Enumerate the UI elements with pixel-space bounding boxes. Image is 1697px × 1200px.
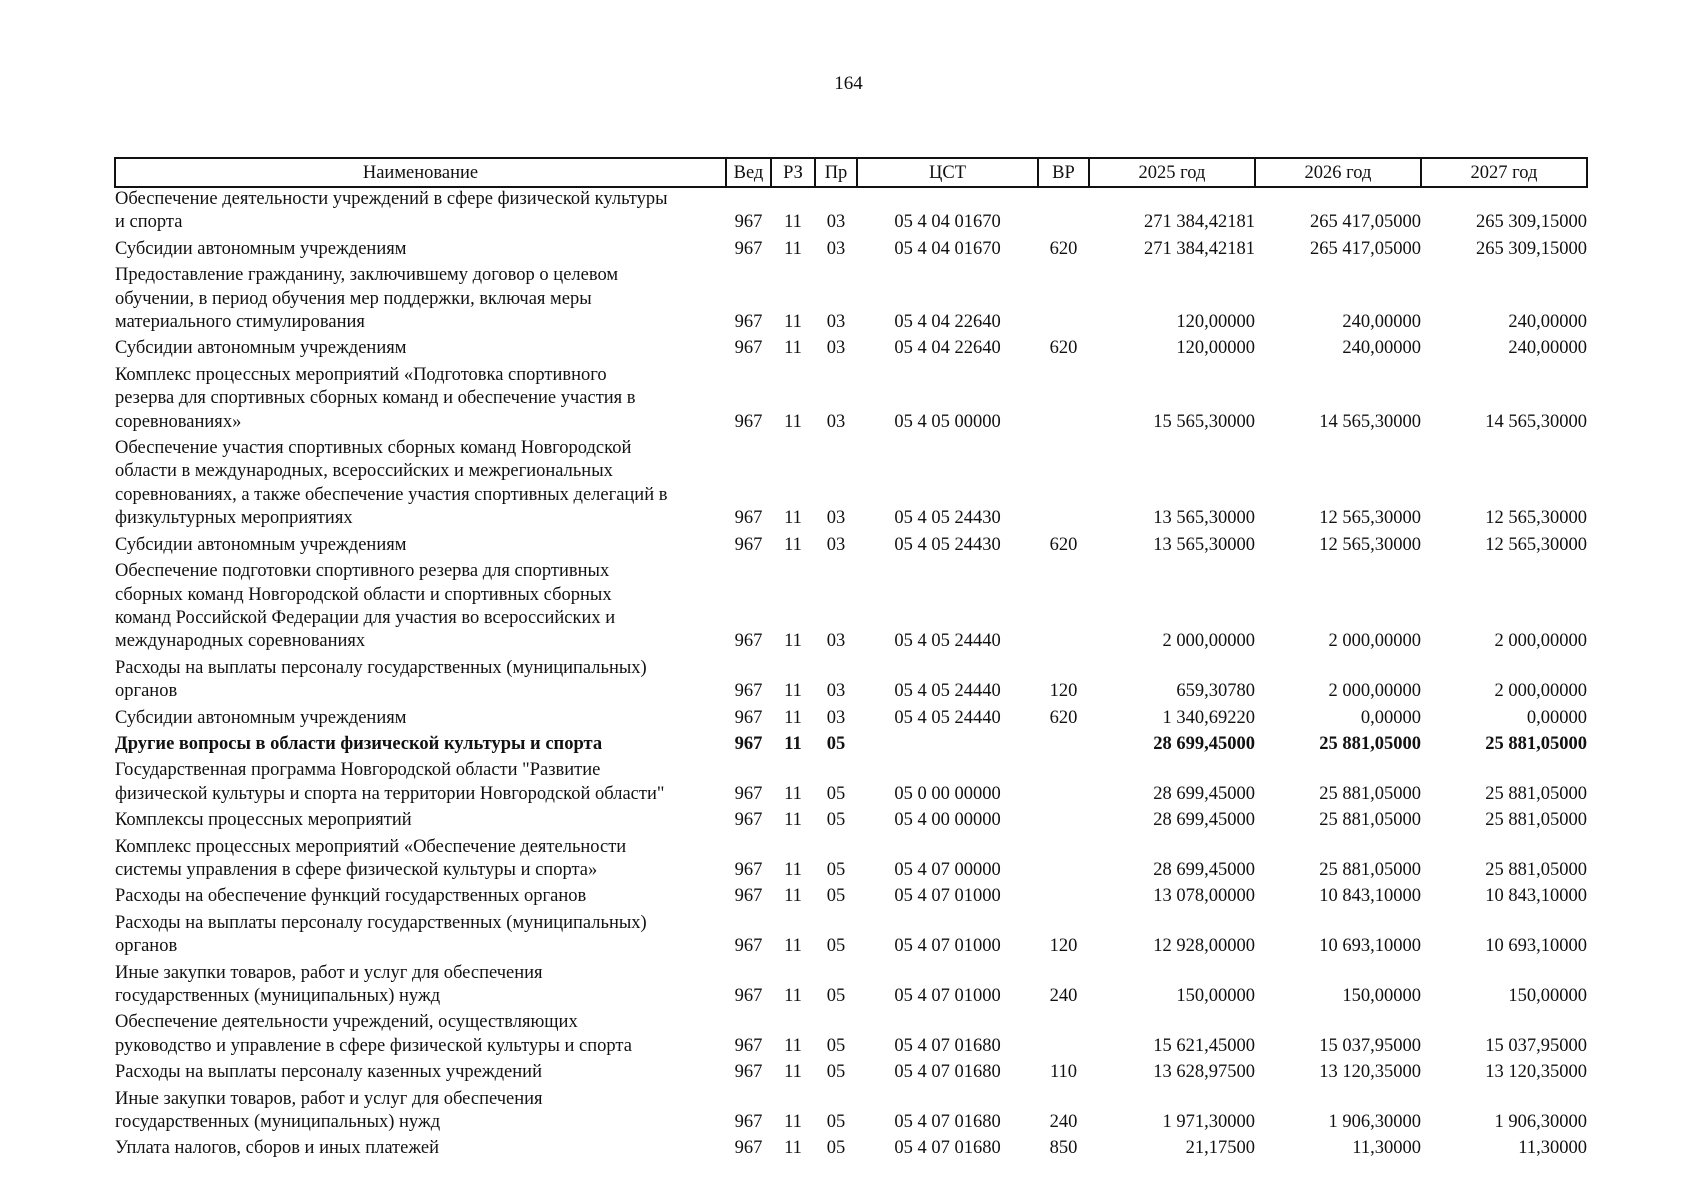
- cell-ved: 967: [734, 212, 763, 233]
- cell-cst: 05 4 05 24430: [894, 534, 1001, 555]
- cell-cst: 05 4 05 00000: [894, 411, 1001, 432]
- cell-pr: 05: [826, 1035, 846, 1056]
- cell-pr: 03: [826, 681, 846, 702]
- cell-2025: 150,00000: [1176, 986, 1255, 1006]
- cell-vr: [1038, 733, 1089, 759]
- cell-rz: 11: [784, 986, 802, 1006]
- cell-2026: 25 881,05000: [1319, 810, 1421, 831]
- cell-cst: 05 4 04 01670: [894, 212, 1001, 233]
- cell-name: Комплекс процессных мероприятий «Подготовка спортивного резерва для спортивных сборных команд и обеспечение участия в соревнованиях»: [115, 364, 636, 432]
- cell-2027: 25 881,05000: [1485, 783, 1587, 804]
- cell-ved: 967: [734, 681, 763, 702]
- cell-vr: 240: [1049, 986, 1078, 1006]
- cell-pr: 03: [826, 707, 846, 728]
- cell-2027: 15 037,95000: [1485, 1035, 1587, 1056]
- cell-vr: [1038, 1011, 1089, 1061]
- cell-vr: [1038, 437, 1089, 534]
- header-pr: Пр: [815, 158, 857, 187]
- cell-2027: 2 000,00000: [1494, 681, 1587, 702]
- cell-ved: 967: [734, 707, 763, 728]
- cell-2025: 28 699,45000: [1153, 733, 1255, 754]
- cell-2025: 15 621,45000: [1153, 1035, 1255, 1056]
- cell-vr: 850: [1049, 1138, 1078, 1159]
- cell-ved: 967: [734, 936, 763, 957]
- cell-cst: 05 4 07 01000: [894, 986, 1001, 1006]
- cell-ved: 967: [734, 534, 763, 555]
- cell-ved: 967: [734, 783, 763, 804]
- cell-2025: 28 699,45000: [1153, 783, 1255, 804]
- cell-rz: 11: [784, 1138, 802, 1159]
- table-row: [115, 437, 1587, 534]
- cell-rz: 11: [784, 886, 802, 907]
- cell-rz: 11: [784, 733, 802, 754]
- cell-rz: 11: [784, 859, 802, 880]
- cell-2027: 13 120,35000: [1485, 1062, 1587, 1083]
- cell-rz: 11: [784, 508, 802, 529]
- table-row: [115, 560, 1587, 657]
- header-2027: 2027 год: [1421, 158, 1587, 187]
- cell-2026: 2 000,00000: [1328, 631, 1421, 652]
- cell-ved: 967: [734, 859, 763, 880]
- cell-2025: 15 565,30000: [1153, 411, 1255, 432]
- cell-name: Обеспечение деятельности учреждений в сфере физической культуры и спорта: [115, 189, 668, 233]
- cell-rz: 11: [784, 312, 802, 333]
- cell-rz: 11: [784, 238, 802, 259]
- table-row: [115, 264, 1587, 337]
- cell-vr: 620: [1049, 534, 1078, 555]
- cell-pr: 05: [826, 1138, 846, 1159]
- cell-name: Предоставление гражданину, заключившему договор о целевом обучении, в период обучения мер поддержки, включая меры материального стимулирования: [115, 265, 619, 333]
- cell-2026: 12 565,30000: [1319, 508, 1421, 529]
- cell-cst: 05 4 04 01670: [894, 238, 1001, 259]
- cell-2025: 1 340,69220: [1162, 707, 1255, 728]
- cell-pr: 03: [826, 212, 846, 233]
- cell-cst: 05 4 07 00000: [894, 859, 1001, 880]
- cell-pr: 03: [826, 508, 846, 529]
- cell-2026: 25 881,05000: [1319, 733, 1421, 754]
- cell-vr: [1038, 885, 1089, 911]
- table-row: [115, 759, 1587, 809]
- cell-ved: 967: [734, 631, 763, 652]
- cell-2027: 25 881,05000: [1485, 859, 1587, 880]
- table-row: [115, 836, 1587, 886]
- cell-ved: 967: [734, 508, 763, 529]
- cell-vr: 620: [1049, 238, 1078, 259]
- cell-name: Другие вопросы в области физической культуры и спорта: [115, 733, 603, 754]
- cell-vr: 120: [1049, 936, 1078, 957]
- cell-name: Расходы на выплаты персоналу государственных (муниципальных) органов: [115, 657, 647, 702]
- table-row: [115, 707, 1587, 733]
- cell-rz: 11: [784, 534, 802, 555]
- cell-2025: 28 699,45000: [1153, 859, 1255, 880]
- cell-2026: 240,00000: [1342, 312, 1421, 333]
- cell-2026: 150,00000: [1342, 986, 1421, 1006]
- cell-2026: 13 120,35000: [1319, 1062, 1421, 1083]
- table-row: [115, 912, 1587, 962]
- cell-name: Субсидии автономным учреждениям: [115, 238, 407, 259]
- cell-ved: 967: [734, 1138, 763, 1159]
- cell-vr: [1038, 836, 1089, 886]
- cell-2026: 265 417,05000: [1310, 212, 1421, 233]
- cell-name: Уплата налогов, сборов и иных платежей: [115, 1138, 440, 1159]
- cell-name: Субсидии автономным учреждениям: [115, 707, 407, 728]
- cell-cst: 05 4 07 01680: [894, 1138, 1001, 1159]
- cell-vr: 240: [1049, 1112, 1078, 1133]
- cell-rz: 11: [784, 707, 802, 728]
- cell-rz: 11: [784, 411, 802, 432]
- cell-name: Комплекс процессных мероприятий «Обеспечение деятельности системы управления в сфере физической культуры и спорта»: [115, 836, 627, 880]
- cell-cst: 05 4 04 22640: [894, 312, 1001, 333]
- table-row: [115, 337, 1587, 363]
- cell-2025: 1 971,30000: [1162, 1112, 1255, 1133]
- cell-pr: 05: [826, 986, 846, 1006]
- cell-2026: 2 000,00000: [1328, 681, 1421, 702]
- budget-table: [114, 157, 1588, 1164]
- cell-rz: 11: [784, 1112, 802, 1133]
- cell-name: Расходы на выплаты персоналу государственных (муниципальных) органов: [115, 912, 647, 957]
- cell-2027: 12 565,30000: [1485, 508, 1587, 529]
- table-header-row: [115, 158, 1587, 187]
- header-cst: ЦСТ: [857, 158, 1038, 187]
- cell-2025: 271 384,42181: [1144, 238, 1255, 259]
- cell-ved: 967: [734, 338, 763, 359]
- table-row: [115, 187, 1587, 238]
- cell-name: Иные закупки товаров, работ и услуг для обеспечения государственных (муниципальных) нужд: [115, 962, 543, 1006]
- cell-ved: 967: [734, 886, 763, 907]
- cell-name: Расходы на обеспечение функций государственных органов: [115, 886, 587, 907]
- cell-rz: 11: [784, 212, 802, 233]
- cell-name: Комплексы процессных мероприятий: [115, 810, 412, 831]
- cell-2026: 14 565,30000: [1319, 411, 1421, 432]
- cell-name: Расходы на выплаты персоналу казенных учреждений: [115, 1062, 542, 1083]
- cell-pr: 05: [826, 936, 846, 957]
- cell-2027: 1 906,30000: [1494, 1112, 1587, 1133]
- cell-pr: 05: [826, 810, 846, 831]
- cell-pr: 05: [826, 733, 846, 754]
- cell-2027: 10 693,10000: [1485, 936, 1587, 957]
- cell-name: Иные закупки товаров, работ и услуг для обеспечения государственных (муниципальных) нужд: [115, 1088, 543, 1133]
- cell-2027: 14 565,30000: [1485, 411, 1587, 432]
- cell-2026: 265 417,05000: [1310, 238, 1421, 259]
- cell-cst: 05 4 05 24440: [894, 631, 1001, 652]
- cell-cst: 05 4 05 24440: [894, 707, 1001, 728]
- cell-2027: 240,00000: [1508, 338, 1587, 359]
- table-row: [115, 364, 1587, 437]
- header-name: Наименование: [115, 158, 726, 187]
- cell-2026: 10 843,10000: [1319, 886, 1421, 907]
- cell-ved: 967: [734, 1112, 763, 1133]
- cell-name: Обеспечение участия спортивных сборных команд Новгородской области в международных, всероссийских и межрегиональных соревнованиях, а также обеспечение участия спортивных делегаций в физкультурных мероприятиях: [115, 438, 668, 529]
- table-row: [115, 1061, 1587, 1087]
- cell-pr: 03: [826, 534, 846, 555]
- cell-2026: 25 881,05000: [1319, 783, 1421, 804]
- header-2026: 2026 год: [1255, 158, 1421, 187]
- cell-2026: 240,00000: [1342, 338, 1421, 359]
- cell-2027: 2 000,00000: [1494, 631, 1587, 652]
- cell-vr: 620: [1049, 707, 1078, 728]
- header-rz: РЗ: [771, 158, 815, 187]
- cell-name: Обеспечение деятельности учреждений, осуществляющих руководство и управление в сфере физической культуры и спорта: [115, 1012, 632, 1056]
- cell-cst: 05 4 05 24430: [894, 508, 1001, 529]
- cell-ved: 967: [734, 411, 763, 432]
- cell-vr: 120: [1049, 681, 1078, 702]
- cell-vr: [1038, 364, 1089, 437]
- cell-2027: 265 309,15000: [1476, 212, 1587, 233]
- cell-pr: 03: [826, 338, 846, 359]
- cell-pr: 05: [826, 1112, 846, 1133]
- cell-name: Субсидии автономным учреждениям: [115, 534, 407, 555]
- cell-ved: 967: [734, 312, 763, 333]
- cell-2027: 11,30000: [1518, 1138, 1587, 1159]
- cell-cst: 05 0 00 00000: [894, 783, 1001, 804]
- cell-2025: 13 565,30000: [1153, 534, 1255, 555]
- cell-name: Субсидии автономным учреждениям: [115, 338, 407, 359]
- cell-vr: 620: [1049, 338, 1078, 359]
- cell-2026: 11,30000: [1352, 1138, 1421, 1159]
- header-2025: 2025 год: [1089, 158, 1255, 187]
- cell-2025: 271 384,42181: [1144, 212, 1255, 233]
- cell-2025: 12 928,00000: [1153, 936, 1255, 957]
- cell-name: Обеспечение подготовки спортивного резерва для спортивных сборных команд Новгородской области и спортивных сборных команд Российской Федерации для участия во всероссийских и международных соревнованиях: [115, 561, 616, 652]
- cell-2026: 0,00000: [1360, 707, 1421, 728]
- cell-2027: 25 881,05000: [1485, 810, 1587, 831]
- cell-2026: 25 881,05000: [1319, 859, 1421, 880]
- cell-ved: 967: [734, 238, 763, 259]
- table-row: [115, 534, 1587, 560]
- cell-2027: 0,00000: [1526, 707, 1587, 728]
- cell-rz: 11: [784, 783, 802, 804]
- cell-pr: 05: [826, 886, 846, 907]
- cell-cst: 05 4 05 24440: [894, 681, 1001, 702]
- header-vr: ВР: [1038, 158, 1089, 187]
- cell-pr: 05: [826, 859, 846, 880]
- table-row: [115, 1088, 1587, 1138]
- cell-2025: 13 565,30000: [1153, 508, 1255, 529]
- table-row: [115, 1137, 1587, 1163]
- cell-cst: 05 4 07 01680: [894, 1112, 1001, 1133]
- cell-2025: 120,00000: [1176, 312, 1255, 333]
- cell-2025: 21,17500: [1185, 1138, 1255, 1159]
- cell-pr: 05: [826, 783, 846, 804]
- cell-rz: 11: [784, 338, 802, 359]
- table-row: [115, 1011, 1587, 1061]
- cell-cst: 05 4 00 00000: [894, 810, 1001, 831]
- cell-cst: [857, 733, 1038, 759]
- cell-rz: 11: [784, 681, 802, 702]
- cell-2025: 120,00000: [1176, 338, 1255, 359]
- cell-cst: 05 4 07 01000: [894, 936, 1001, 957]
- cell-vr: 110: [1049, 1062, 1078, 1083]
- cell-2027: 240,00000: [1508, 312, 1587, 333]
- cell-2025: 2 000,00000: [1162, 631, 1255, 652]
- cell-cst: 05 4 07 01000: [894, 886, 1001, 907]
- table-row: [115, 885, 1587, 911]
- cell-cst: 05 4 07 01680: [894, 1062, 1001, 1083]
- cell-ved: 967: [734, 1035, 763, 1056]
- cell-vr: [1038, 264, 1089, 337]
- table-row: [115, 733, 1587, 759]
- cell-2027: 265 309,15000: [1476, 238, 1587, 259]
- cell-pr: 03: [826, 238, 846, 259]
- table-row: [115, 657, 1587, 707]
- cell-rz: 11: [784, 810, 802, 831]
- cell-2026: 15 037,95000: [1319, 1035, 1421, 1056]
- cell-2025: 28 699,45000: [1153, 810, 1255, 831]
- cell-2027: 150,00000: [1508, 986, 1587, 1006]
- cell-vr: [1038, 187, 1089, 238]
- cell-2026: 10 693,10000: [1319, 936, 1421, 957]
- cell-vr: [1038, 809, 1089, 835]
- cell-ved: 967: [734, 810, 763, 831]
- cell-rz: 11: [784, 936, 802, 957]
- cell-ved: 967: [734, 1062, 763, 1083]
- cell-2026: 12 565,30000: [1319, 534, 1421, 555]
- cell-2027: 25 881,05000: [1485, 733, 1587, 754]
- cell-cst: 05 4 07 01680: [894, 1035, 1001, 1056]
- table-row: [115, 962, 1587, 1012]
- cell-vr: [1038, 759, 1089, 809]
- page-number: 164: [834, 73, 863, 94]
- cell-rz: 11: [784, 1035, 802, 1056]
- cell-pr: 03: [826, 631, 846, 652]
- cell-rz: 11: [784, 1062, 802, 1083]
- header-ved: Вед: [726, 158, 771, 187]
- cell-2027: 10 843,10000: [1485, 886, 1587, 907]
- cell-name: Государственная программа Новгородской области "Развитие физической культуры и спорта на территории Новгородской области": [115, 760, 665, 804]
- cell-2026: 1 906,30000: [1328, 1112, 1421, 1133]
- cell-pr: 05: [826, 1062, 846, 1083]
- cell-rz: 11: [784, 631, 802, 652]
- cell-vr: [1038, 560, 1089, 657]
- table-row: [115, 809, 1587, 835]
- cell-2025: 13 628,97500: [1153, 1062, 1255, 1083]
- cell-ved: 967: [734, 733, 763, 754]
- cell-cst: 05 4 04 22640: [894, 338, 1001, 359]
- cell-2025: 659,30780: [1176, 681, 1255, 702]
- table-row: [115, 238, 1587, 264]
- cell-2025: 13 078,00000: [1153, 886, 1255, 907]
- cell-2027: 12 565,30000: [1485, 534, 1587, 555]
- cell-pr: 03: [826, 312, 846, 333]
- table-body: [115, 187, 1587, 1164]
- cell-ved: 967: [734, 986, 763, 1006]
- cell-pr: 03: [826, 411, 846, 432]
